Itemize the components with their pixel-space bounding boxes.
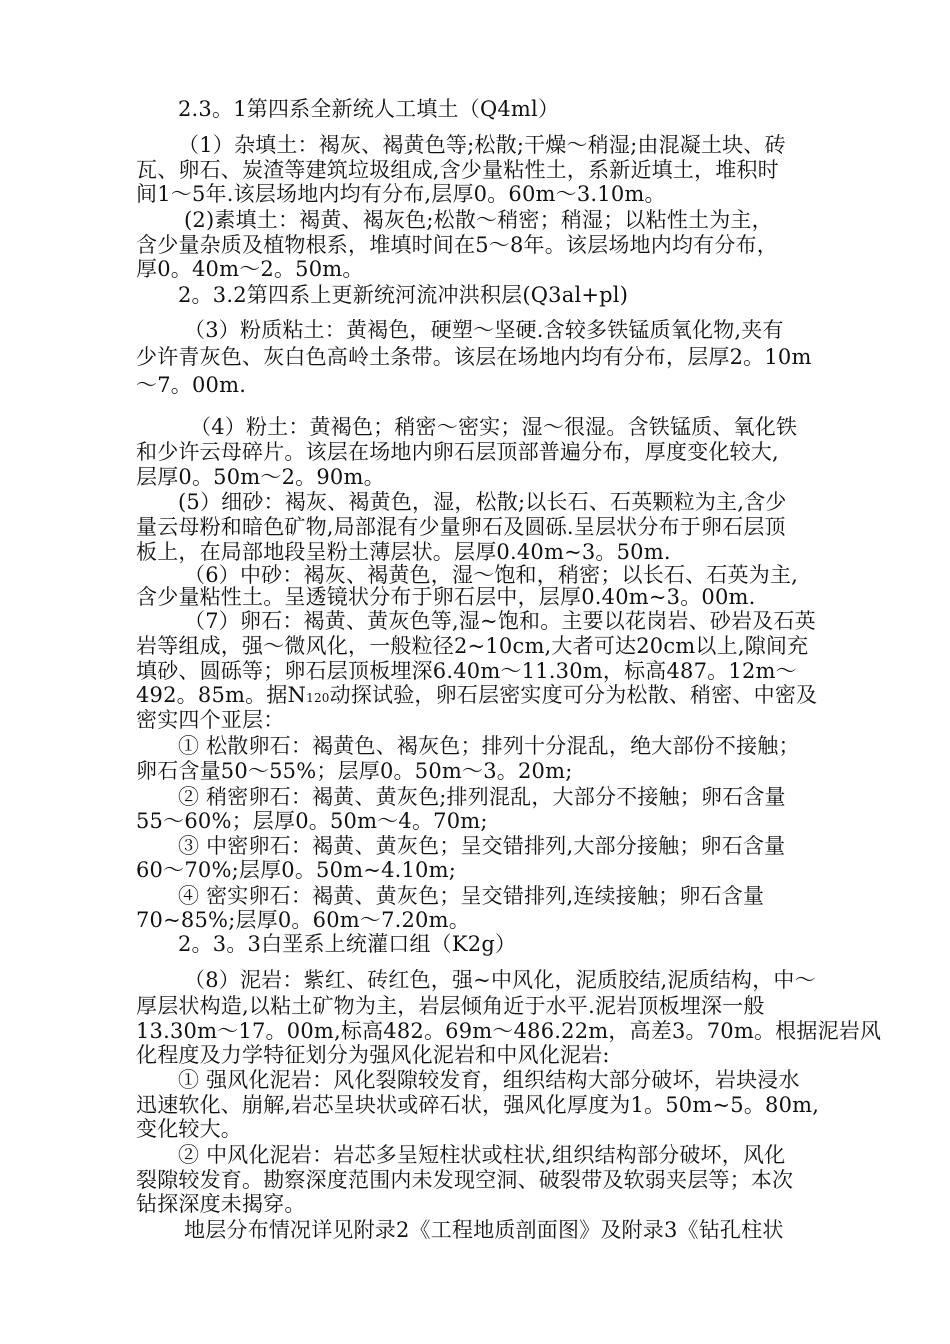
paragraph-line: 和少许云母碎片。该层在场地内卵石层顶部普遍分布，厚度变化较大, xyxy=(136,440,779,464)
list-item-line: 70~85%;层厚0。60m～7.20m。 xyxy=(136,908,470,932)
paragraph-line: （1）杂填土：褐灰、褐黄色等;松散;干燥～稍湿;由混凝土块、砖 xyxy=(178,133,786,157)
list-item-line: ④ 密实卵石：褐黄、黄灰色；呈交错排列,连续接触；卵石含量 xyxy=(178,884,765,908)
section-heading-2-3-2: 2。3.2第四系上更新统河流冲洪积层(Q3al+pl) xyxy=(178,283,629,307)
paragraph-line: 化程度及力学特征划分为强风化泥岩和中风化泥岩: xyxy=(136,1043,610,1067)
paragraph-line: 瓦、卵石、炭渣等建筑垃圾组成,含少量粘性土，系新近填土，堆积时 xyxy=(136,158,779,182)
list-item-line: 55～60%；层厚0。50m～4。70m; xyxy=(136,809,488,833)
n-subscript: 120 xyxy=(306,691,330,705)
paragraph-line: 岩等组成，强～微风化，一般粒径2~10cm,大者可达20cm以上,隙间充 xyxy=(136,634,809,658)
paragraph-line: 密实四个亚层： xyxy=(136,708,285,732)
list-item-line: 迅速软化、崩解,岩芯呈块状或碎石状，强风化厚度为1。50m~5。80m, xyxy=(136,1093,820,1117)
paragraph-line-with-n120 xyxy=(136,683,817,710)
paragraph-line: 板上，在局部地段呈粉土薄层状。层厚0.40m~3。50m. xyxy=(136,540,671,564)
list-item-line: 变化较大。 xyxy=(136,1117,242,1141)
list-item-line: 裂隙较发育。勘察深度范围内未发现空洞、破裂带及软弱夹层等；本次 xyxy=(136,1168,794,1192)
paragraph-line: 厚0。40m～2。50m。 xyxy=(136,257,364,281)
list-item-line: ② 中风化泥岩：岩芯多呈短柱状或柱状,组织结构部分破坏，风化 xyxy=(178,1143,786,1167)
line-suffix: 动探试验，卵石层密实度可分为松散、稍密、中密及 xyxy=(329,683,818,707)
paragraph-line: 少许青灰色、灰白色高岭土条带。该层在场地内均有分布，层厚2。10m xyxy=(136,345,812,369)
paragraph-line: （6）中砂：褐灰、褐黄色，湿～饱和，稍密；以长石、石英为主, xyxy=(184,563,799,587)
paragraph-line: 层厚0。50m～2。90m。 xyxy=(136,465,385,489)
n-symbol: N xyxy=(287,683,307,707)
paragraph-line: (5）细砂：褐灰、褐黄色，湿，松散;以长石、石英颗粒为主,含少 xyxy=(178,490,787,514)
paragraph-line: （7）卵石：褐黄、黄灰色等,湿~饱和。主要以花岗岩、砂岩及石英 xyxy=(184,609,816,633)
list-item-line: 60～70%;层厚0。50m~4.10m; xyxy=(136,858,457,882)
paragraph-line: 13.30m～17。00m,标高482。69m～486.22m，高差3。70m。根据泥岩风 xyxy=(136,1019,882,1043)
paragraph-line: ～7。00m. xyxy=(136,373,247,397)
section-heading-2-3-1: 2.3。1第四系全新统人工填土（Q4ml） xyxy=(178,97,560,121)
paragraph-line: 含少量杂质及植物根系，堆填时间在5～8年。该层场地内均有分布， xyxy=(136,233,778,257)
paragraph-line: 地层分布情况详见附录2《工程地质剖面图》及附录3《钻孔柱状 xyxy=(184,1218,784,1242)
paragraph-line: （3）粉质粘土：黄褐色，硬塑～坚硬.含较多铁锰质氧化物,夹有 xyxy=(184,318,784,342)
paragraph-line: 间1～5年.该层场地内均有分布,层厚0。60m～3.10m。 xyxy=(136,182,666,206)
paragraph-line: (2)素填土：褐黄、褐灰色;松散～稍密；稍湿；以粘性土为主， xyxy=(184,208,773,232)
list-item-line: ① 松散卵石：褐黄色、褐灰色；排列十分混乱，绝大部份不接触； xyxy=(178,734,800,758)
paragraph-line: 填砂、圆砾等；卵石层顶板埋深6.40m～11.30m，标高487。12m～ xyxy=(136,659,797,683)
paragraph-line: 含少量粘性土。呈透镜状分布于卵石层中，层厚0.40m~3。00m. xyxy=(136,585,756,609)
paragraph-line: （4）粉土：黄褐色；稍密～密实；湿～很湿。含铁锰质、氧化铁 xyxy=(190,415,798,439)
list-item-line: ③ 中密卵石：褐黄、黄灰色；呈交错排列,大部分接触；卵石含量 xyxy=(178,834,786,858)
list-item-line: 卵石含量50～55%；层厚0。50m～3。20m; xyxy=(136,759,573,783)
paragraph-line: （8）泥岩：紫红、砖红色，强~中风化，泥质胶结,泥质结构，中～ xyxy=(184,968,816,992)
paragraph-line: 量云母粉和暗色矿物,局部混有少量卵石及圆砾.呈层状分布于卵石层顶 xyxy=(136,515,786,539)
list-item-line: 钻探深度未揭穿。 xyxy=(136,1192,306,1216)
list-item-line: ② 稍密卵石：褐黄、黄灰色;排列混乱，大部分不接触；卵石含量 xyxy=(178,785,786,809)
paragraph-line: 厚层状构造,以粘土矿物为主，岩层倾角近于水平.泥岩顶板埋深一般 xyxy=(136,994,765,1018)
line-prefix: 492。85m。据 xyxy=(136,683,288,707)
list-item-line: ① 强风化泥岩：风化裂隙较发育，组织结构大部分破坏，岩块浸水 xyxy=(178,1068,800,1092)
section-heading-2-3-3: 2。3。3白垩系上统灌口组（K2g） xyxy=(178,932,517,956)
